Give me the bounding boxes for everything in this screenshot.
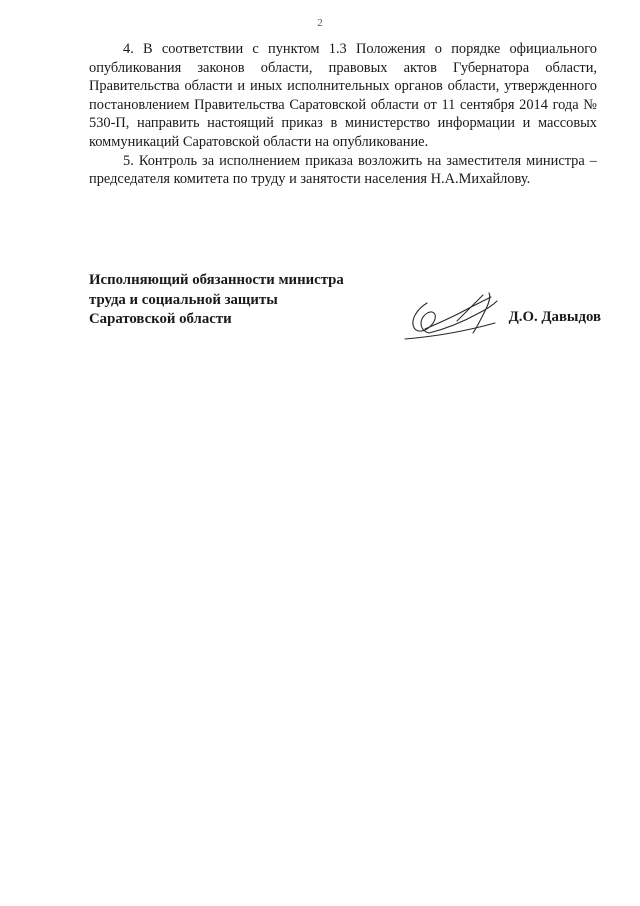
paragraph-control: 5. Контроль за исполнением приказа возложить на заместителя министра – председателя комитета по труду и занятости населения Н.А.Михайлову. — [89, 152, 597, 188]
signer-title-line: труда и социальной защиты — [89, 291, 278, 308]
handwritten-signature — [399, 283, 509, 345]
signer-name: Д.О. Давыдов — [508, 309, 601, 325]
paragraph-publication: 4. В соответствии с пунктом 1.3 Положения о порядке официального опубликования законов области, правовых актов Губернатора области, Правительства области и иных исполнительных органов области, утвержденного постановлением Правительства Саратовской области от 11 сентября 2014 года № 530-П, направить настоящий приказ в министерство информации и массовых коммуникаций Саратовской области на опубликование. — [89, 41, 597, 150]
signer-title-line: Саратовской области — [89, 311, 232, 327]
page-number: 2 — [317, 17, 323, 29]
signature-block — [89, 271, 601, 341]
signer-title-line: Исполняющий обязанности министра — [89, 272, 344, 288]
document-body — [89, 40, 597, 189]
signer-title — [89, 271, 344, 330]
